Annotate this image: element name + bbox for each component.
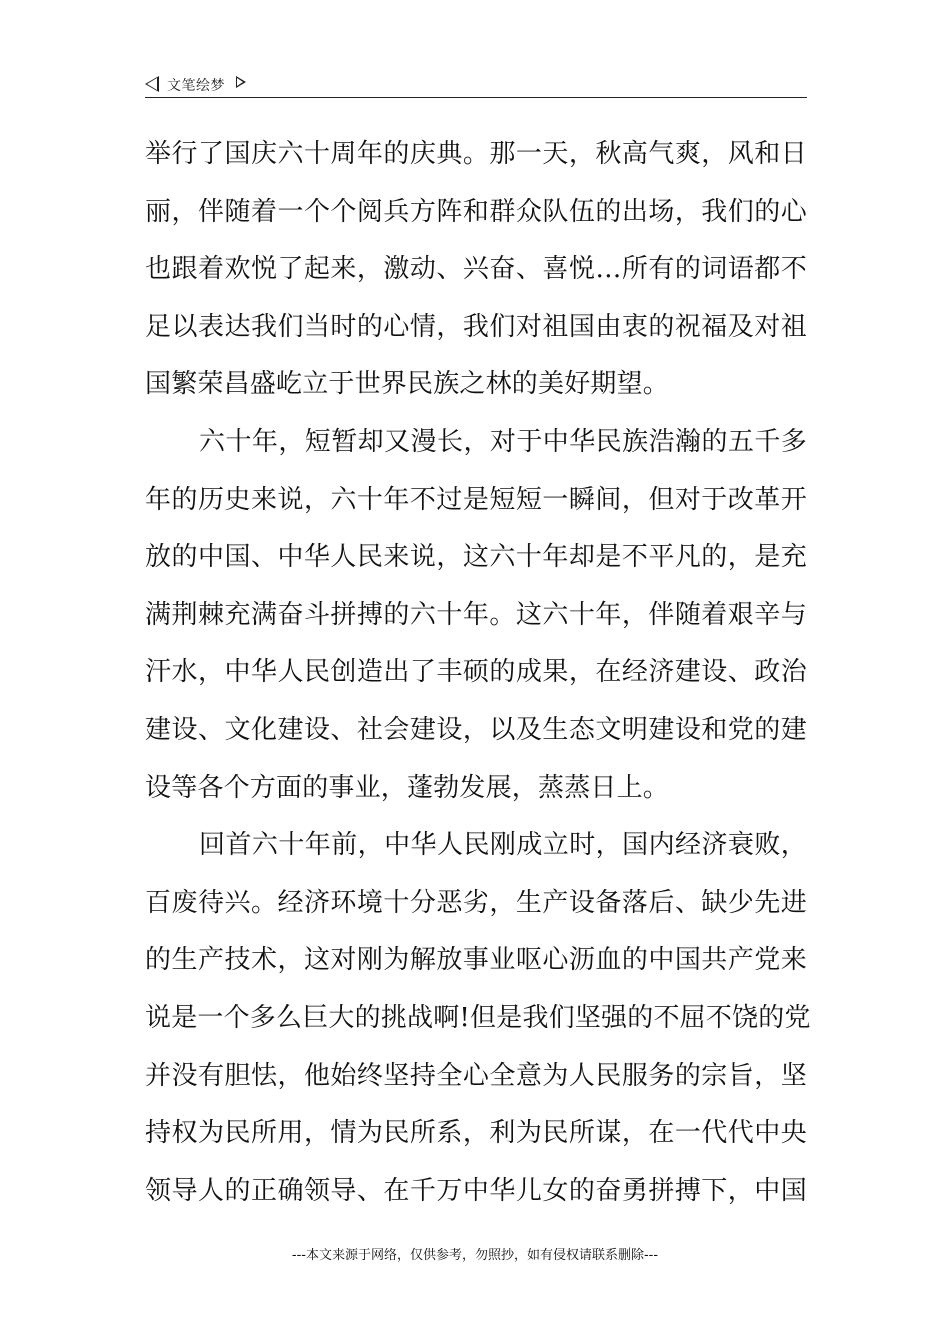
right-triangle-icon <box>236 76 246 88</box>
text-line: 建设、文化建设、社会建设，以及生态文明建设和党的建 <box>145 714 807 745</box>
page-header <box>145 72 807 98</box>
text-line: 年的历史来说，六十年不过是短短一瞬间，但对于改革开 <box>145 484 807 515</box>
header-title: 文笔绘梦 <box>167 78 225 94</box>
text-line: 说是一个多么巨大的挑战啊!但是我们坚强的不屈不饶的党 <box>145 1002 811 1033</box>
text-line: 百废待兴。经济环境十分恶劣，生产设备落后、缺少先进 <box>145 887 807 918</box>
text-line: 汗水，中华人民创造出了丰硕的成果，在经济建设、政治 <box>145 657 807 688</box>
document-body <box>145 126 811 1220</box>
header-divider <box>145 97 807 98</box>
paragraph-first-line: 六十年，短暂却又漫长，对于中华民族浩瀚的五千多 <box>199 426 807 457</box>
left-triangle-icon <box>145 76 159 92</box>
text-line: 的生产技术，这对刚为解放事业呕心沥血的中国共产党来 <box>145 945 807 976</box>
text-line: 设等各个方面的事业，蓬勃发展，蒸蒸日上。 <box>145 772 670 803</box>
text-line: 放的中国、中华人民来说，这六十年却是不平凡的，是充 <box>145 542 807 573</box>
text-line: 领导人的正确领导、在千万中华儿女的奋勇拼搏下，中国 <box>145 1175 807 1206</box>
text-line: 也跟着欢悦了起来，激动、兴奋、喜悦…所有的词语都不 <box>145 254 807 285</box>
page-footer: ---本文来源于网络，仅供参考，勿照抄，如有侵权请联系删除--- <box>291 1248 659 1263</box>
text-line: 满荆棘充满奋斗拼搏的六十年。这六十年，伴随着艰辛与 <box>145 599 807 630</box>
paragraph-first-line: 回首六十年前，中华人民刚成立时，国内经济衰败， <box>199 830 807 861</box>
text-line: 持权为民所用，情为民所系，利为民所谋，在一代代中央 <box>145 1118 807 1149</box>
text-line: 并没有胆怯，他始终坚持全心全意为人民服务的宗旨，坚 <box>145 1060 807 1091</box>
text-line: 国繁荣昌盛屹立于世界民族之林的美好期望。 <box>145 369 670 400</box>
text-line: 足以表达我们当时的心情，我们对祖国由衷的祝福及对祖 <box>145 311 807 342</box>
text-line: 举行了国庆六十周年的庆典。那一天，秋高气爽，风和日 <box>145 139 807 169</box>
text-line: 丽，伴随着一个个阅兵方阵和群众队伍的出场，我们的心 <box>145 196 807 227</box>
